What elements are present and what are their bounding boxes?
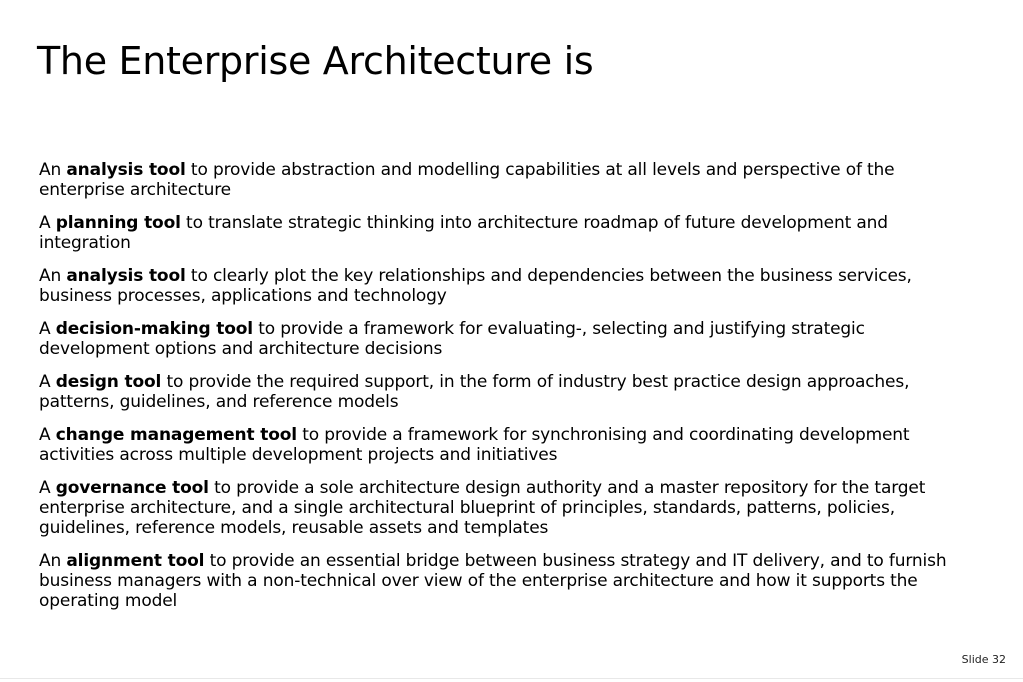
slide-title: The Enterprise Architecture is	[37, 39, 594, 83]
item-description: to provide abstraction and modelling capabilities at all levels and perspective of the enterprise architecture	[39, 160, 895, 200]
item-prefix: An	[39, 266, 67, 286]
item-tool-name: design tool	[55, 372, 162, 392]
item-tool-name: analysis tool	[66, 160, 186, 180]
item-description: to translate strategic thinking into architecture roadmap of future development and integration	[39, 213, 888, 253]
list-item	[39, 266, 964, 306]
list-item	[39, 160, 964, 200]
list-item	[39, 372, 964, 412]
item-prefix: A	[39, 213, 56, 233]
item-description: to clearly plot the key relationships and dependencies between the business services, business processes, applications and technology	[39, 266, 912, 306]
item-description: to provide the required support, in the form of industry best practice design approaches, patterns, guidelines, and reference models	[39, 372, 910, 412]
list-item	[39, 551, 964, 611]
item-prefix: An	[39, 160, 67, 180]
item-description: to provide an essential bridge between business strategy and IT delivery, and to furnish business managers with a non-technical over view of the enterprise architecture and how it supports the operating model	[39, 551, 947, 611]
item-description: to provide a framework for synchronising and coordinating development activities across multiple development projects and initiatives	[39, 425, 910, 465]
list-item	[39, 319, 964, 359]
list-item	[39, 425, 964, 465]
list-item	[39, 213, 964, 253]
item-tool-name: decision-making tool	[55, 319, 253, 339]
bottom-divider	[0, 678, 1023, 679]
item-prefix: A	[39, 372, 56, 392]
item-tool-name: planning tool	[55, 213, 181, 233]
item-prefix: A	[39, 319, 56, 339]
item-prefix: An	[39, 551, 67, 571]
list-item	[39, 478, 964, 538]
slide-number: Slide 32	[961, 653, 1006, 666]
item-prefix: A	[39, 425, 56, 445]
item-description: to provide a framework for evaluating-, selecting and justifying strategic development options and architecture decisions	[39, 319, 865, 359]
item-tool-name: governance tool	[55, 478, 209, 498]
item-tool-name: change management tool	[55, 425, 297, 445]
item-tool-name: analysis tool	[66, 266, 186, 286]
item-description: to provide a sole architecture design authority and a master repository for the target enterprise architecture, and a single architectural blueprint of principles, standards, patterns, policies, guidelines, reference models, reusable assets and templates	[39, 478, 926, 538]
tool-list	[39, 160, 964, 624]
item-tool-name: alignment tool	[66, 551, 205, 571]
item-prefix: A	[39, 478, 56, 498]
